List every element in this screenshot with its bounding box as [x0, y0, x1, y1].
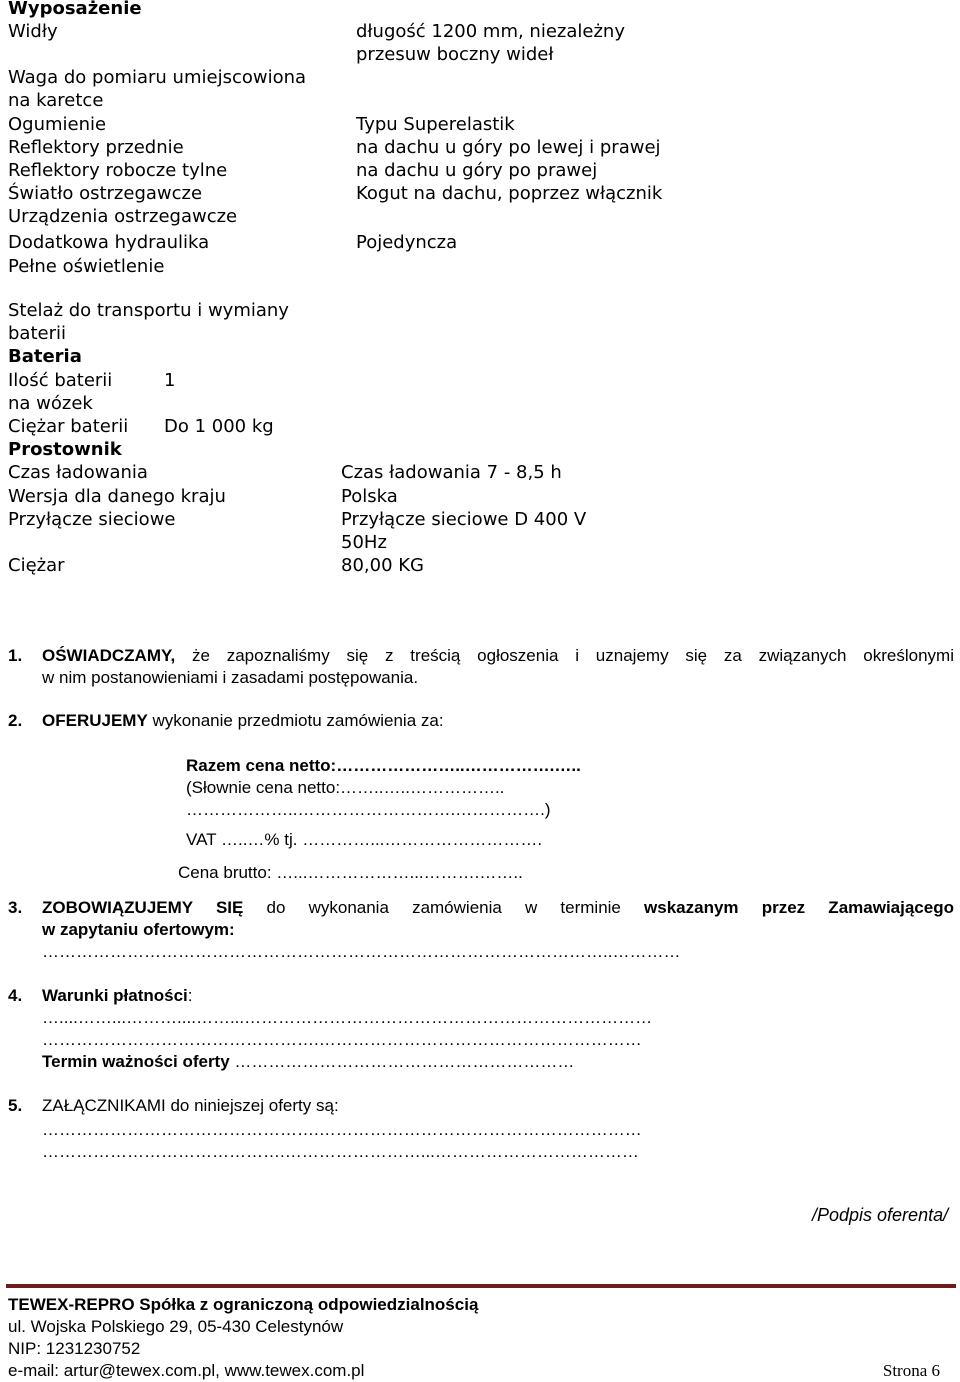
commitment-line2: w zapytaniu ofertowym: — [42, 920, 235, 939]
battery-count-value: 1 — [164, 370, 176, 391]
equipment-value: na dachu u góry po lewej i prawej — [356, 137, 661, 158]
equipment-label: Urządzenia ostrzegawcze — [8, 206, 238, 227]
equipment-label: Dodatkowa hydraulika — [8, 232, 210, 253]
footer-nip: NIP: 1231230752 — [8, 1339, 141, 1358]
charger-value: 80,00 KG — [341, 555, 425, 576]
payment-terms-dots: ………………………………………….………………………………………………… — [42, 1030, 642, 1049]
footer-rule — [6, 1284, 956, 1288]
commitment-bold: ZOBOWIĄZUJEMY SIĘ — [42, 898, 244, 917]
charger-label: Czas ładowania — [8, 462, 148, 483]
page-number: Strona 6 — [882, 1361, 940, 1380]
charger-label: Ciężar — [8, 555, 65, 576]
charger-value: Przyłącze sieciowe D 400 V — [341, 509, 587, 530]
equipment-heading: Wyposażenie — [8, 0, 142, 19]
commitment-bold2: wskazanym przez Zamawiającego — [644, 898, 954, 917]
charger-value: Czas ładowania 7 - 8,5 h — [341, 462, 562, 483]
item-number: 3. — [8, 898, 23, 917]
battery-heading: Bateria — [8, 346, 82, 367]
footer-company: TEWEX-REPRO Spółka z ograniczoną odpowiedzialnością — [8, 1295, 479, 1314]
offer-line — [42, 710, 444, 732]
battery-weight-label: Ciężar baterii — [8, 416, 129, 437]
declaration-text: że zapoznaliśmy się z treścią ogłoszenia i uznajemy się za związanych określonymi — [175, 646, 954, 665]
vat-dots: …..…% tj. — [220, 830, 298, 849]
item-number: 5. — [8, 1096, 23, 1115]
charger-label: Wersja dla danego kraju — [8, 486, 226, 507]
charger-value: 50Hz — [341, 532, 387, 553]
words-price-label: (Słownie cena netto: — [186, 778, 341, 797]
item-number: 1. — [8, 646, 23, 665]
gross-label: Cena brutto: — [178, 863, 272, 882]
gross-dots: …...………………...……….…….. — [276, 863, 523, 882]
equipment-value: przesuw boczny wideł — [356, 44, 554, 65]
attachments-dots: …………………………………….……………………...……………………………… — [42, 1142, 639, 1161]
gross-line — [178, 862, 523, 884]
equipment-label: Waga do pomiaru umiejscowiona — [8, 67, 307, 88]
equipment-label: Reflektory robocze tylne — [8, 160, 228, 181]
payment-terms-line — [42, 985, 193, 1007]
equipment-label: Widły — [8, 21, 58, 42]
equipment-label: Reflektory przednie — [8, 137, 184, 158]
equipment-label: Ogumienie — [8, 114, 107, 135]
words-price-dots: ……..…..…………….. — [340, 778, 505, 797]
attachments-line: ZAŁĄCZNIKAMI do niniejszej oferty są: — [42, 1096, 339, 1115]
battery-count-label: Ilość baterii — [8, 370, 113, 391]
vat-amount-dots: …………...………………………. — [302, 830, 543, 849]
commitment-line — [42, 897, 954, 919]
item-number: 4. — [8, 986, 23, 1005]
vat-label: VAT — [186, 830, 217, 849]
equipment-value: długość 1200 mm, niezależny — [356, 21, 625, 42]
equipment-value: Typu Superelastik — [356, 114, 515, 135]
rack-label: baterii — [8, 323, 66, 344]
net-price-label: Razem cena netto: — [186, 756, 337, 775]
charger-value: Polska — [341, 486, 398, 507]
footer-address: ul. Wojska Polskiego 29, 05-430 Celestynów — [8, 1317, 344, 1336]
validity-dots: …………………………………………………… — [234, 1052, 575, 1071]
validity-line — [42, 1051, 574, 1073]
vat-line — [186, 829, 542, 851]
declaration-line — [42, 645, 954, 667]
item-number: 2. — [8, 711, 23, 730]
equipment-label: na karetce — [8, 90, 104, 111]
rack-label: Stelaż do transportu i wymiany — [8, 300, 289, 321]
payment-terms-label: Warunki płatności — [42, 986, 188, 1005]
equipment-label: Pełne oświetlenie — [8, 256, 165, 277]
equipment-value: Pojedyncza — [356, 232, 458, 253]
offer-bold: OFERUJEMY — [42, 711, 148, 730]
words-price-line — [186, 777, 504, 799]
charger-label: Przyłącze sieciowe — [8, 509, 176, 530]
attachments-dots: ………………………………………….………………………………………………… — [42, 1120, 642, 1139]
charger-heading: Prostownik — [8, 439, 122, 460]
battery-weight-value: Do 1 000 kg — [164, 416, 274, 437]
equipment-value: na dachu u góry po prawej — [356, 160, 598, 181]
payment-terms-colon: : — [187, 986, 193, 1005]
net-price-line — [186, 755, 581, 777]
commitment-dots: ………………………………………………………………………………………..………… — [42, 942, 681, 961]
footer-contact: e-mail: artur@tewex.com.pl, www.tewex.com.pl — [8, 1361, 365, 1380]
battery-count-label: na wózek — [8, 393, 93, 414]
declaration-bold: OŚWIADCZAMY, — [42, 646, 176, 665]
payment-terms-dots: …....……...………....……...……………………………………………………………… — [42, 1008, 653, 1027]
declaration-line2: w nim postanowieniami i zasadami postępowania. — [42, 668, 419, 687]
commitment-text: do wykonania zamówienia w terminie — [243, 898, 645, 917]
signature-label: /Podpis oferenta/ — [812, 1205, 949, 1225]
equipment-label: Światło ostrzegawcze — [8, 183, 203, 204]
validity-label: Termin ważności oferty — [42, 1052, 230, 1071]
equipment-value: Kogut na dachu, poprzez włącznik — [356, 183, 663, 204]
net-price-dots: …………………..…………….….. — [336, 756, 581, 775]
offer-text: wykonanie przedmiotu zamówienia za: — [147, 711, 444, 730]
words-price-line2: ………………..……………………….…………….) — [186, 800, 551, 819]
